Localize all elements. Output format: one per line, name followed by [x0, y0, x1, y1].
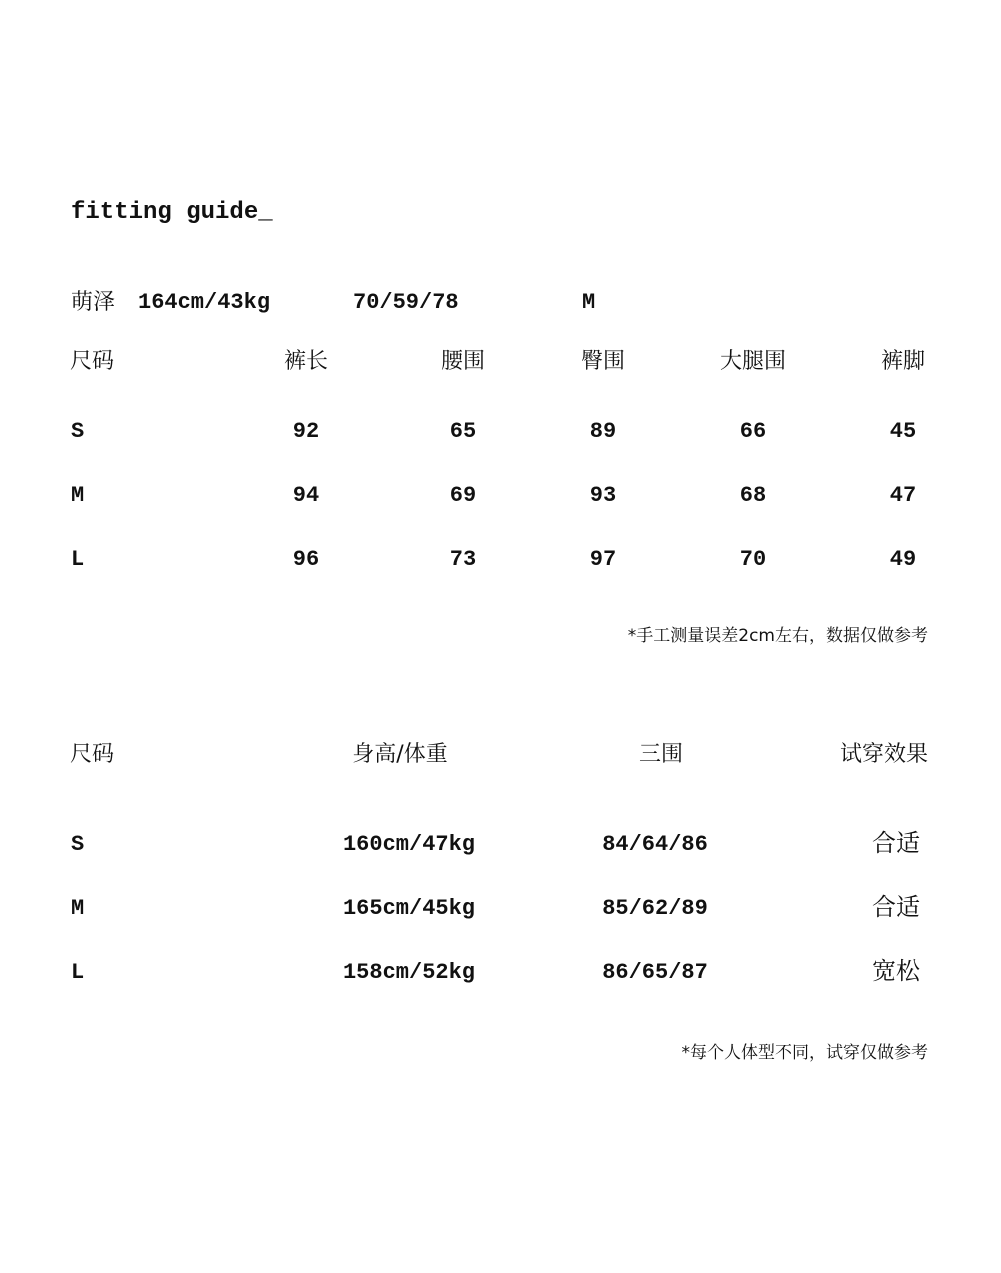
header-fit-effect: 试穿效果	[839, 742, 928, 767]
cell-waist: 65	[449, 419, 477, 444]
cell-size: S	[71, 832, 85, 857]
cell-hem: 49	[889, 547, 917, 572]
cell-size: L	[71, 960, 85, 985]
header-hip: 臀围	[580, 349, 626, 374]
header-size: 尺码	[70, 349, 115, 374]
cell-height-weight: 158cm/52kg	[342, 960, 476, 985]
cell-height-weight: 160cm/47kg	[342, 832, 476, 857]
cell-length: 94	[292, 483, 320, 508]
cell-hem: 45	[889, 419, 917, 444]
cell-thigh: 68	[739, 483, 767, 508]
cell-waist: 73	[449, 547, 477, 572]
size-table-note: *手工测量误差2cm左右，数据仅做参考	[627, 626, 928, 646]
cell-fit-effect: 合适	[872, 829, 920, 857]
header-waist: 腰围	[440, 349, 486, 374]
page-title: fitting guide_	[71, 199, 273, 226]
cell-measurements: 84/64/86	[602, 832, 708, 857]
header-hem: 裤脚	[880, 349, 926, 374]
cell-hip: 89	[589, 419, 617, 444]
cell-fit-effect: 合适	[872, 893, 920, 921]
model-name: 萌泽	[71, 290, 116, 315]
cell-measurements: 86/65/87	[602, 960, 708, 985]
cell-size: L	[71, 547, 85, 572]
cell-size: M	[71, 483, 85, 508]
fit-table-note: *每个人体型不同，试穿仅做参考	[681, 1043, 928, 1063]
cell-height-weight: 165cm/45kg	[342, 896, 476, 921]
model-size: M	[582, 290, 596, 315]
cell-thigh: 70	[739, 547, 767, 572]
cell-size: M	[71, 896, 85, 921]
model-measurements: 70/59/78	[353, 290, 459, 315]
cell-hip: 93	[589, 483, 617, 508]
cell-thigh: 66	[739, 419, 767, 444]
cell-fit-effect: 宽松	[872, 957, 920, 985]
cell-measurements: 85/62/89	[602, 896, 708, 921]
cell-waist: 69	[449, 483, 477, 508]
header-thigh: 大腿围	[719, 349, 787, 374]
cell-length: 96	[292, 547, 320, 572]
header-length: 裤长	[283, 349, 329, 374]
cell-length: 92	[292, 419, 320, 444]
header-height-weight: 身高/体重	[352, 742, 448, 767]
model-height-weight: 164cm/43kg	[138, 290, 271, 315]
cell-hem: 47	[889, 483, 917, 508]
cell-hip: 97	[589, 547, 617, 572]
header-size: 尺码	[70, 742, 115, 767]
cell-size: S	[71, 419, 85, 444]
header-measurements: 三围	[638, 742, 684, 767]
